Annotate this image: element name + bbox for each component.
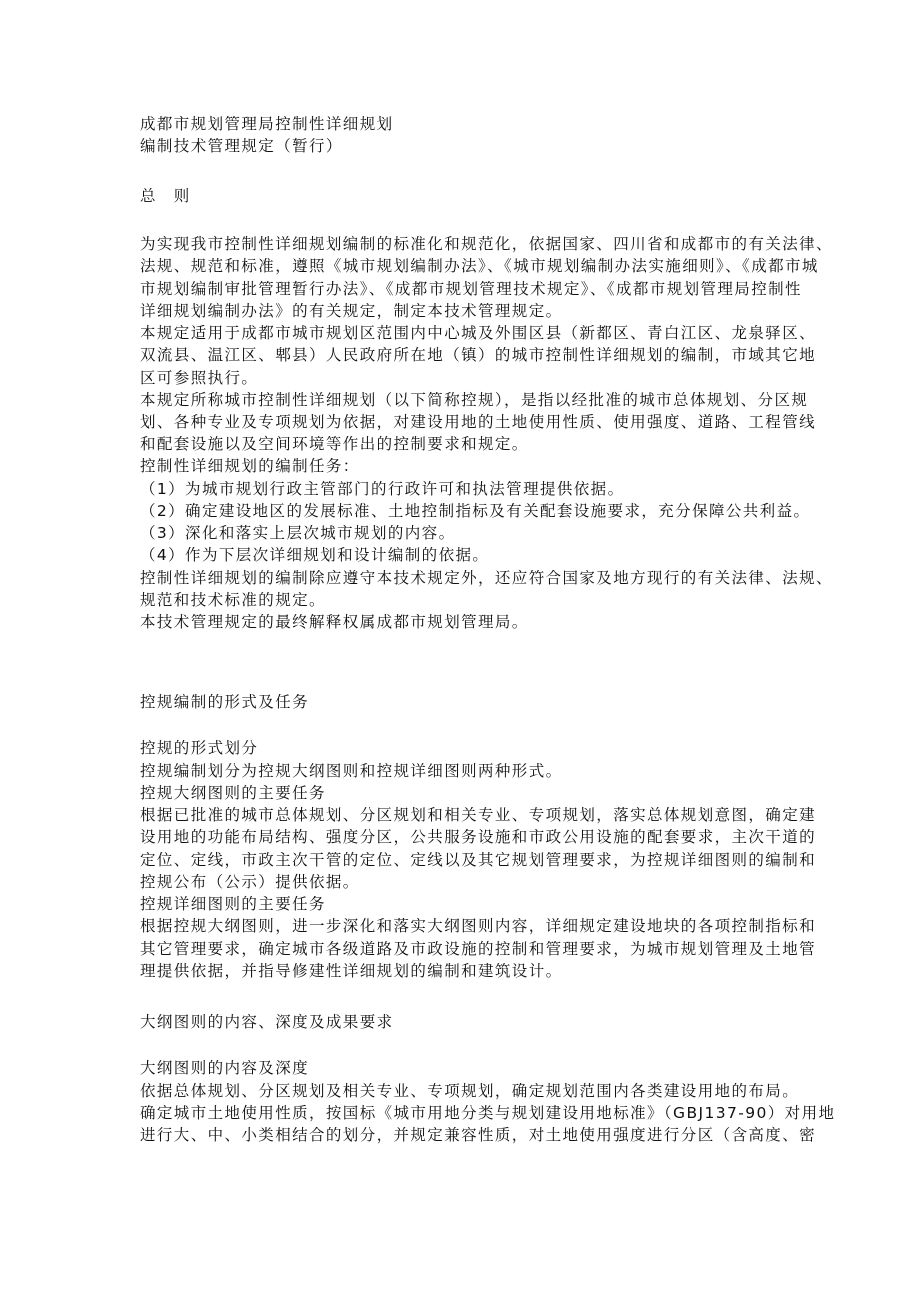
paragraph-line: 设用地的功能布局结构、强度分区，公共服务设施和市政公用设施的配套要求，主次干道的 [140,828,817,846]
paragraph-line: 根据已批准的城市总体规划、分区规划和相关专业、专项规划，落实总体规划意图，确定建 [140,806,817,824]
paragraph-line: 控规公布（公示）提供依据。 [140,873,360,891]
paragraph-line: 区可参照执行。 [140,369,259,387]
paragraph-line: 确定城市土地使用性质，按国标《城市用地分类与规划建设用地标准》（GBJ137-90）对用地 [140,1104,836,1122]
paragraph-line: 进行大、中、小类相结合的划分，并规定兼容性质，对土地使用强度进行分区（含高度、密 [140,1126,817,1144]
paragraph-line: 划、各种专业及专项规划为依据，对建设用地的土地使用性质、使用强度、道路、工程管线 [140,413,817,431]
paragraph-line: 规范和技术标准的规定。 [140,591,326,609]
paragraph-line: 详细规划编制办法》的有关规定，制定本技术管理规定。 [140,302,563,320]
paragraph-line: 根据控规大纲图则，进一步深化和落实大纲图则内容，详细规定建设地块的各项控制指标和 [140,917,817,935]
paragraph-line: （3）深化和落实上层次城市规划的内容。 [140,524,456,542]
paragraph-line: 理提供依据，并指导修建性详细规划的编制和建筑设计。 [140,962,563,980]
section-heading: 控规大纲图则的主要任务 [140,784,326,802]
section-heading: 控规详细图则的主要任务 [140,895,326,913]
section-heading: 大纲图则的内容、深度及成果要求 [140,1013,394,1031]
paragraph-line: 其它管理要求，确定城市各级道路及市政设施的控制和管理要求，为城市规划管理及土地管 [140,940,817,958]
paragraph-line: 法规、规范和标准，遵照《城市规划编制办法》、《城市规划编制办法实施细则》、《成都市城 [140,257,819,275]
section-heading: 大纲图则的内容及深度 [140,1059,310,1077]
paragraph-line: 控规编制划分为控规大纲图则和控规详细图则两种形式。 [140,762,563,780]
paragraph-line: 和配套设施以及空间环境等作出的控制要求和规定。 [140,435,529,453]
section-heading: 控规的形式划分 [140,739,259,757]
paragraph-line: （1）为城市规划行政主管部门的行政许可和执法管理提供依据。 [140,480,625,498]
document-title-line-1: 成都市规划管理局控制性详细规划 [140,115,394,133]
paragraph-line: 本规定适用于成都市城市规划区范围内中心城及外围区县（新都区、青白江区、龙泉驿区、 [140,324,817,342]
document-title-line-2: 编制技术管理规定（暂行） [140,137,343,155]
paragraph-line: 市规划编制审批管理暂行办法》、《成都市规划管理技术规定》、《成都市规划管理局控制性 [140,280,802,298]
paragraph-line: 定位、定线，市政主次干管的定位、定线以及其它规划管理要求，为控规详细图则的编制和 [140,851,817,869]
paragraph-line: 控制性详细规划的编制除应遵守本技术规定外，还应符合国家及地方现行的有关法律、法规、 [140,569,833,587]
paragraph-line: 本规定所称城市控制性详细规划（以下简称控规），是指以经批准的城市总体规划、分区规 [140,391,809,409]
paragraph-line: （2）确定建设地区的发展标准、土地控制指标及有关配套设施要求，充分保障公共利益。 [140,502,811,520]
paragraph-line: 依据总体规划、分区规划及相关专业、专项规划，确定规划范围内各类建设用地的布局。 [140,1082,800,1100]
paragraph-line: 本技术管理规定的最终解释权属成都市规划管理局。 [140,613,529,631]
paragraph-line: 为实现我市控制性详细规划编制的标准化和规范化，依据国家、四川省和成都市的有关法律、 [140,235,833,253]
paragraph-line: 控制性详细规划的编制任务： [140,457,360,475]
paragraph-line: 双流县、温江区、郫县）人民政府所在地（镇）的城市控制性详细规划的编制，市域其它地 [140,346,817,364]
section-heading: 总 则 [140,187,191,205]
paragraph-line: （4）作为下层次详细规划和设计编制的依据。 [140,546,490,564]
section-heading: 控规编制的形式及任务 [140,693,310,711]
